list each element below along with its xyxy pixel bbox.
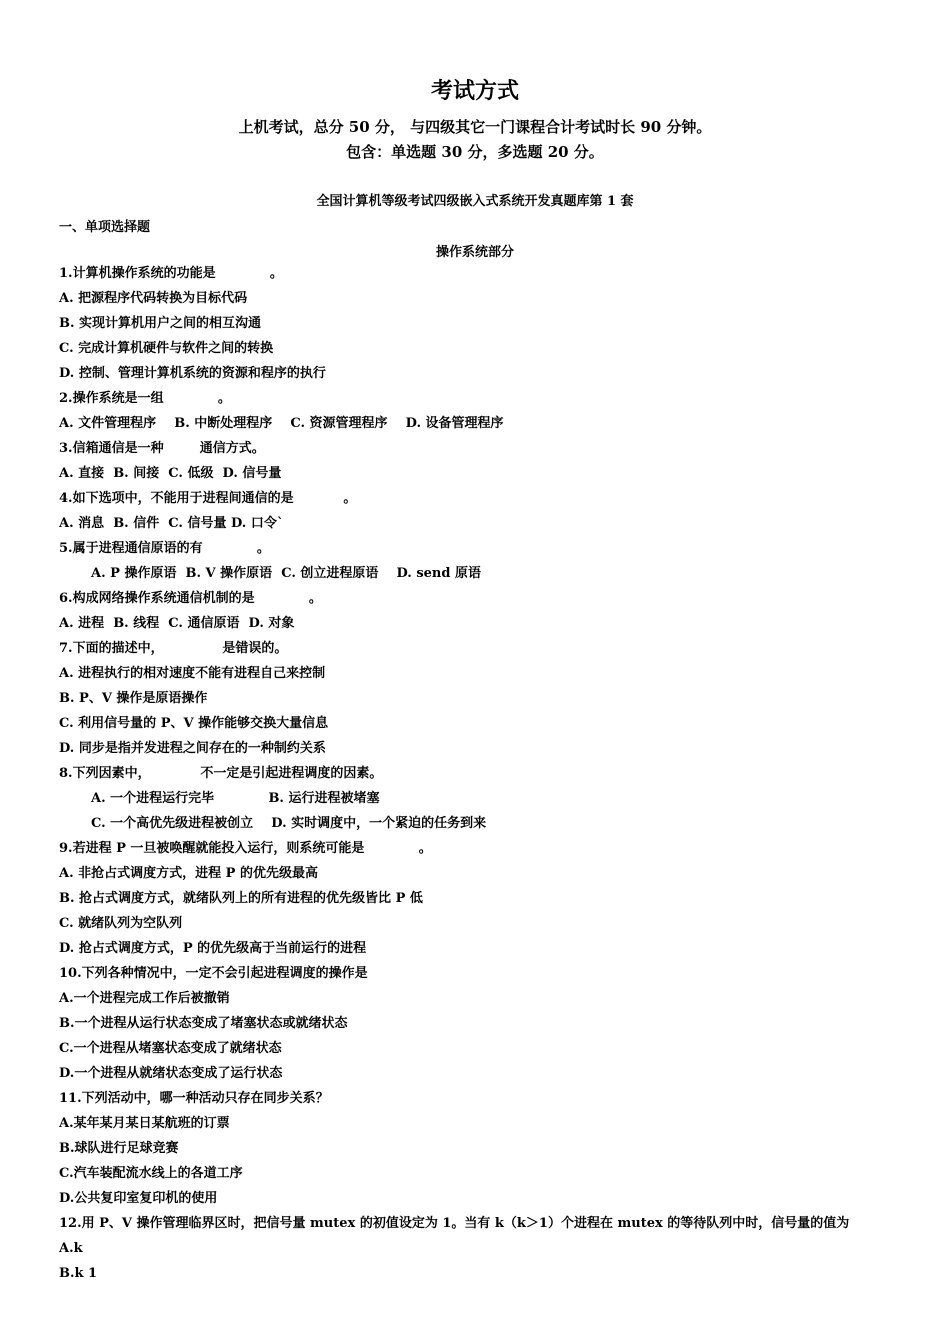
question-line: 5.属于进程通信原语的有 。 [59,541,270,556]
option-line: A.一个进程完成工作后被撤销 [59,991,230,1006]
option-line: B. P、V 操作是原语操作 [59,691,208,706]
option-line: B.k 1 [59,1266,98,1281]
question-line: 9.若进程 P 一旦被唤醒就能投入运行，则系统可能是 。 [59,841,432,856]
option-line: C. 完成计算机硬件与软件之间的转换 [59,341,274,356]
section-heading: 一、单项选择题 [59,220,151,235]
question-list [59,266,939,1291]
option-line: D. 抢占式调度方式，P 的优先级高于当前运行的进程 [59,941,367,956]
option-line: D.一个进程从就绪状态变成了运行状态 [59,1066,283,1081]
option-line: B.一个进程从运行状态变成了堵塞状态或就绪状态 [59,1016,348,1031]
option-line: A.某年某月某日某航班的订票 [59,1116,230,1131]
question-line: 8.下列因素中， 不一定是引起进程调度的因素。 [59,766,383,781]
option-line: A.k [59,1241,83,1256]
question-line: 2.操作系统是一组 。 [59,391,231,406]
question-line: 10.下列各种情况中，一定不会引起进程调度的操作是 [59,966,368,981]
question-line: 7.下面的描述中， 是错误的。 [59,641,288,656]
option-line: B. 抢占式调度方式，就绪队列上的所有进程的优先级皆比 P 低 [59,891,423,906]
option-line: C. 就绪队列为空队列 [59,916,183,931]
option-line: C. 一个高优先级进程被创立 D. 实时调度中，一个紧迫的任务到来 [91,816,487,831]
option-line: A. 进程执行的相对速度不能有进程自己来控制 [59,666,326,681]
option-line: A. 文件管理程序 B. 中断处理程序 C. 资源管理程序 D. 设备管理程序 [59,416,504,431]
option-line: A. 消息 B. 信件 C. 信号量 D. 口令` [59,516,284,531]
question-line: 6.构成网络操作系统通信机制的是 。 [59,591,322,606]
option-line: C.汽车装配流水线上的各道工序 [59,1166,243,1181]
exam-set-heading: 全国计算机等级考试四级嵌入式系统开发真题库第 1 套 [316,194,634,209]
option-line: B. 实现计算机用户之间的相互沟通 [59,316,262,331]
option-line: D. 控制、管理计算机系统的资源和程序的执行 [59,366,326,381]
question-line: 12.用 P、V 操作管理临界区时，把信号量 mutex 的初值设定为 1。当有 k（k＞1）个进程在 mutex 的等待队列中时，信号量的值为 [59,1216,850,1231]
option-line: C.一个进程从堵塞状态变成了就绪状态 [59,1041,282,1056]
question-line: 3.信箱通信是一种 通信方式。 [59,441,265,456]
option-line: C. 利用信号量的 P、V 操作能够交换大量信息 [59,716,329,731]
option-line: A. P 操作原语 B. V 操作原语 C. 创立进程原语 D. send 原语 [91,566,481,581]
option-line: A. 进程 B. 线程 C. 通信原语 D. 对象 [59,616,295,631]
option-line: A. 把源程序代码转换为目标代码 [59,291,248,306]
option-line: D.公共复印室复印机的使用 [59,1191,218,1206]
part-heading: 操作系统部分 [435,245,514,260]
question-line: 4.如下选项中，不能用于进程间通信的是 。 [59,491,357,506]
option-line: D. 同步是指并发进程之间存在的一种制约关系 [59,741,326,756]
option-line: B.球队进行足球竞赛 [59,1141,179,1156]
option-line: A. 一个进程运行完毕 B. 运行进程被堵塞 [91,791,380,806]
option-line: A. 非抢占式调度方式，进程 P 的优先级最高 [59,866,318,881]
option-line: A. 直接 B. 间接 C. 低级 D. 信号量 [59,466,282,481]
page-title: 考试方式 [430,79,519,104]
exam-format-line: 上机考试，总分 50 分， 与四级其它一门课程合计考试时长 90 分钟。 [238,118,712,136]
question-line: 11.下列活动中，哪一种活动只存在同步关系？ [59,1091,329,1106]
exam-score-line: 包含：单选题 30 分，多选题 20 分。 [346,143,604,161]
question-line: 1.计算机操作系统的功能是 。 [59,266,283,281]
